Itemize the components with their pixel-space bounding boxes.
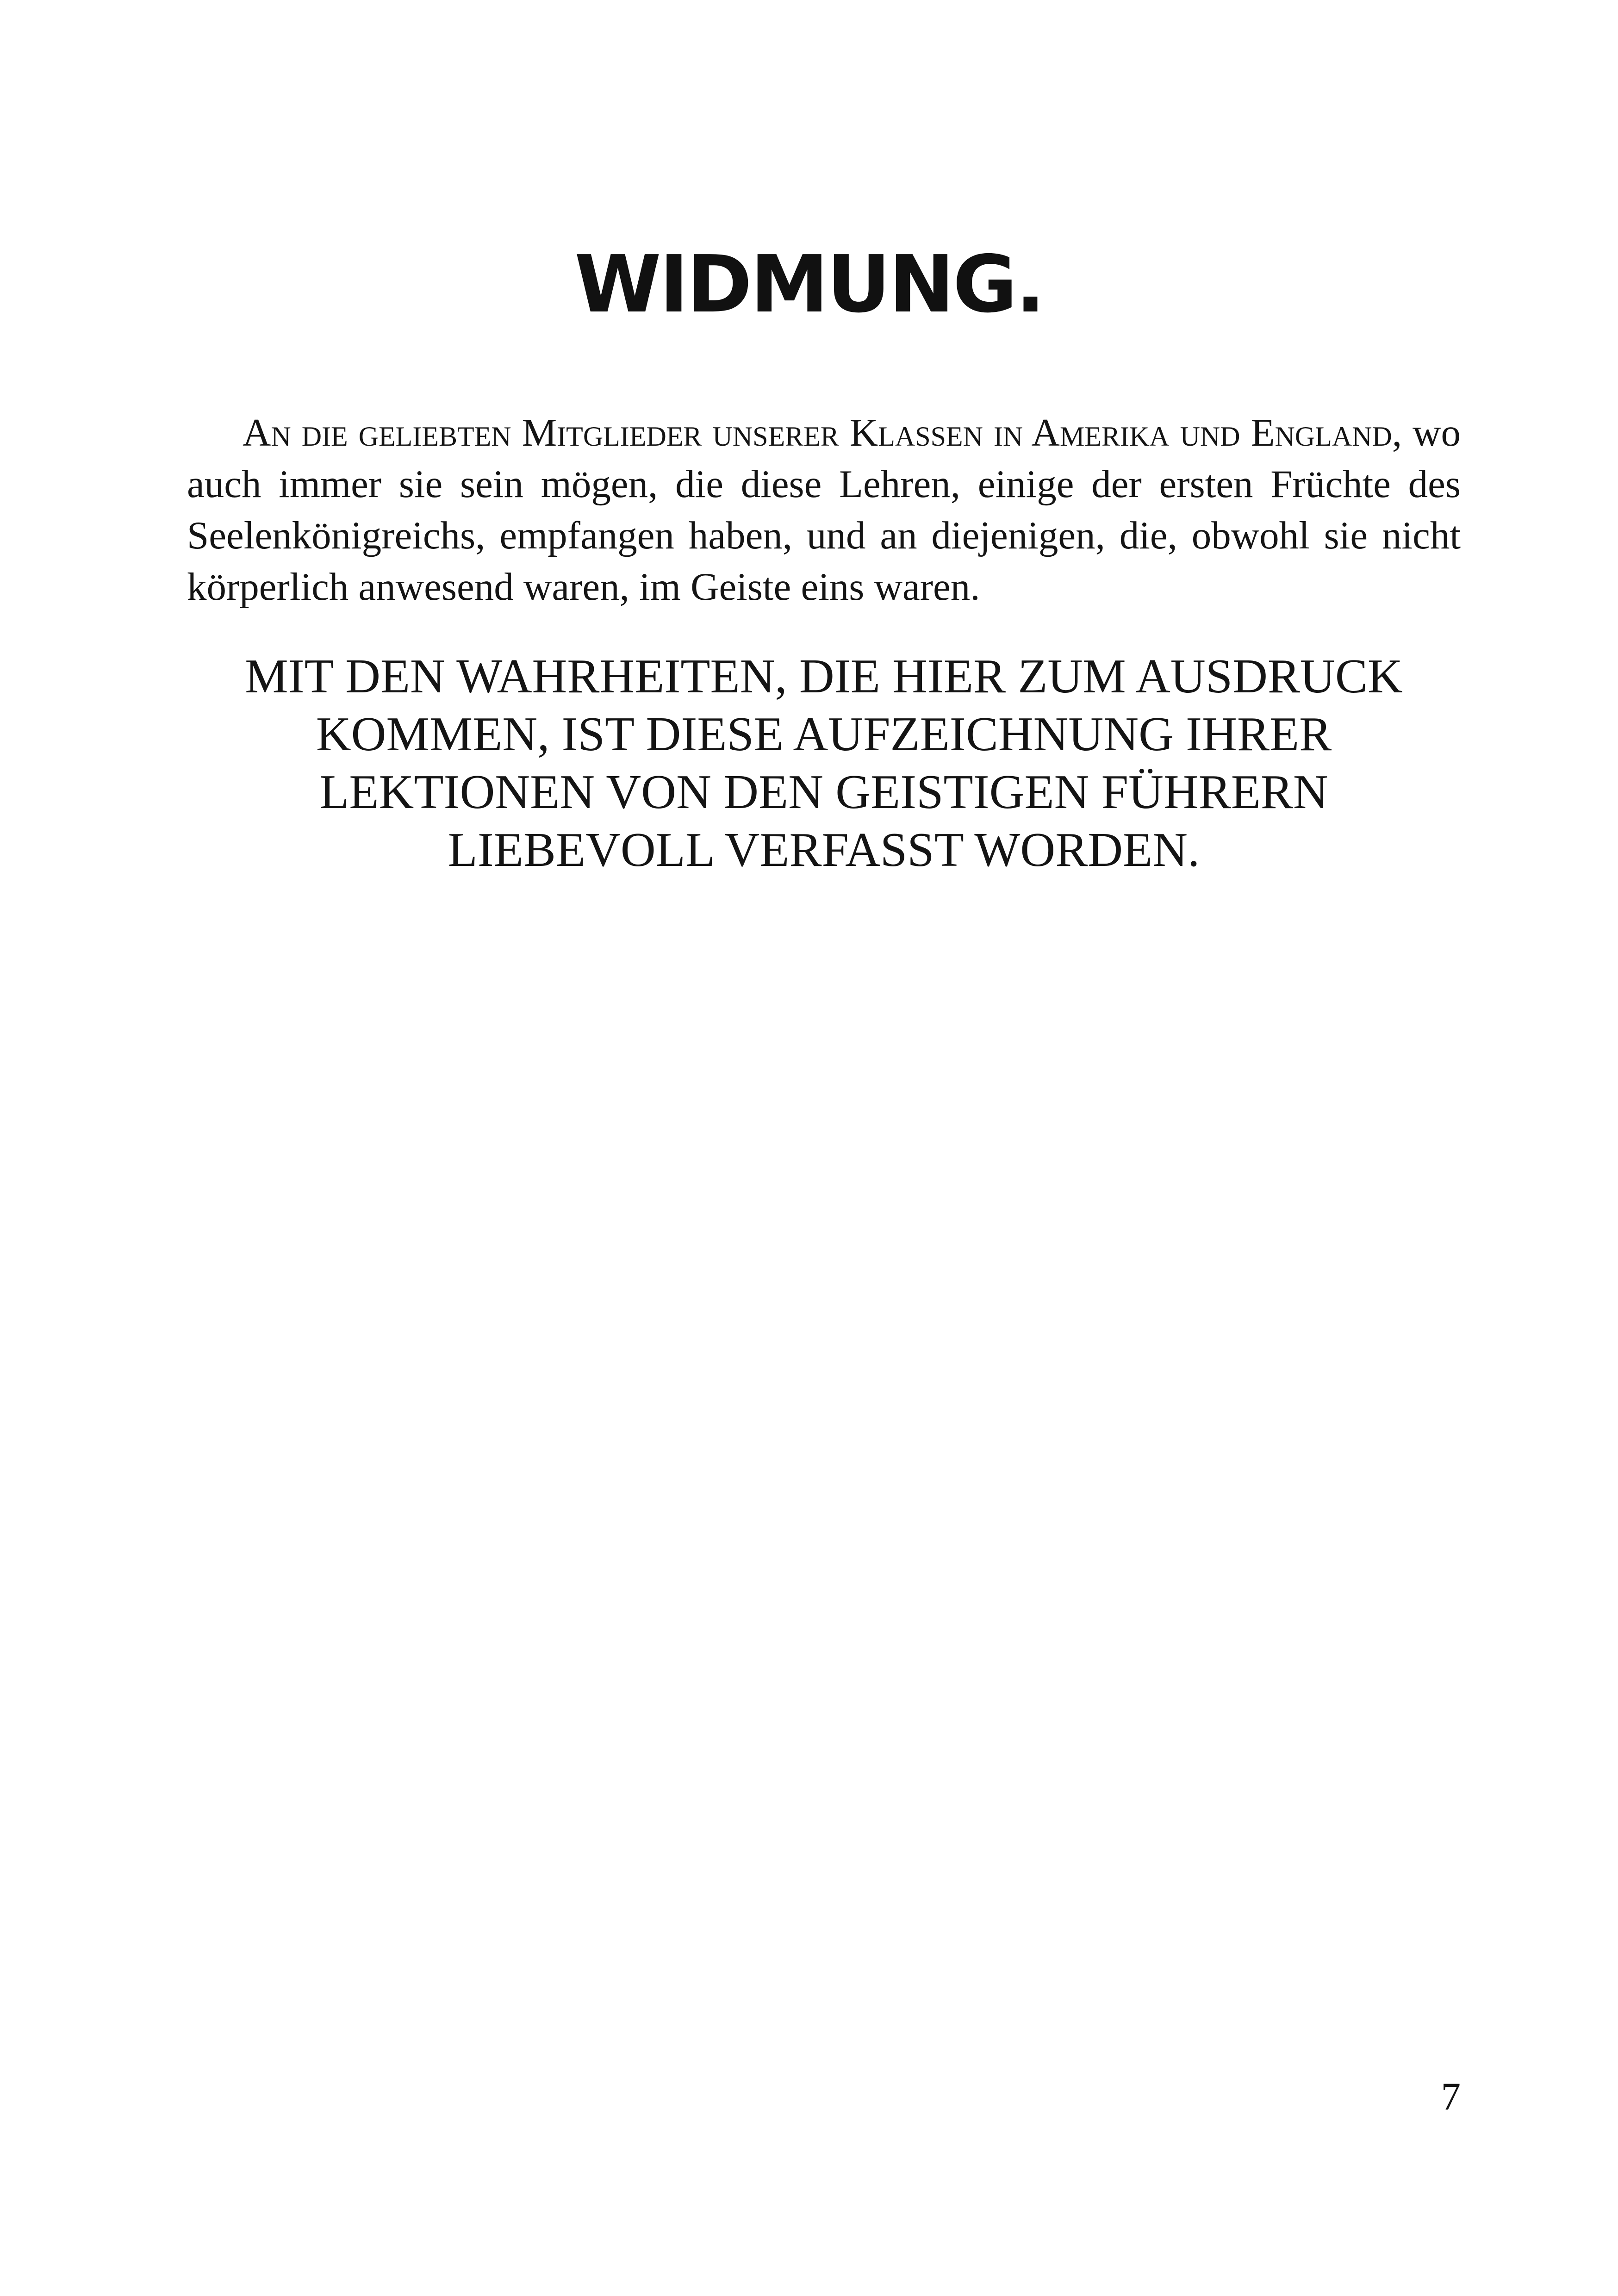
page-title: WIDMUNG. <box>574 239 1044 330</box>
dedication-lead-smallcaps: An die geliebten Mitglieder unserer Klassen in Amerika und England <box>243 411 1392 454</box>
dedication-body: , wo auch immer sie sein mögen, die diese Lehren, einige der ersten Früchte des Seelenkönigreichs, empfangen haben, und an diejenigen, die, obwohl sie nicht körperlich anwesend waren, im Geiste eins waren. <box>187 411 1461 609</box>
page-number: 7 <box>1441 2075 1461 2118</box>
dedication-paragraph <box>187 407 1461 613</box>
dedication-closing: MIT DEN WAHRHEITEN, DIE HIER ZUM AUSDRUCK KOMMEN, IST DIESE AUFZEICHNUNG IHRER LEKTIONEN VON DEN GEISTIGEN FÜHRERN LIEBEVOLL VERFASST WORDEN. <box>245 649 1403 877</box>
